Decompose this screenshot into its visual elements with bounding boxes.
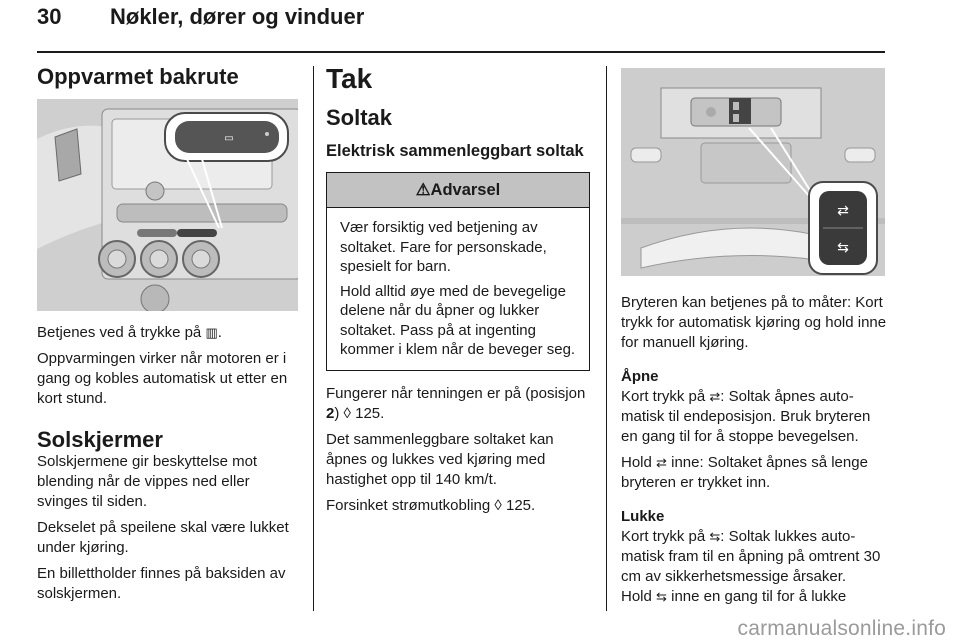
col2-paragraph-2: Det sammenleggbare soltaket kan åpnes og lukkes ved kjøring med hastighet opp til 140 km/t. bbox=[326, 431, 554, 488]
sunroof-switch-drawing bbox=[621, 68, 885, 276]
col3-open-p1-a: Kort trykk på bbox=[621, 388, 710, 405]
col3-open-p2-b: inne: Soltaket åpnes så lenge bryteren er trykket inn. bbox=[621, 454, 868, 491]
col3-open-p1-b: : Soltak åpnes automatisk til endeposisjon. Bruk bryteren en gang til for å stoppe bevegelsen. bbox=[621, 388, 871, 445]
col3-open-p2-a: Hold bbox=[621, 454, 657, 471]
col3-intro: Bryteren kan betjenes på to måter: Kort trykk for automatisk kjøring og hold inne for manuell kjøring. bbox=[621, 294, 887, 351]
heading-electric-folding-sunroof: Elektrisk sammenleggbart soltak bbox=[326, 142, 584, 160]
warning-icon: ⚠ bbox=[415, 181, 431, 199]
col1-text-2 bbox=[37, 452, 302, 604]
col1-paragraph-5: En billettholder finnes på baksiden av solskjermen. bbox=[37, 565, 286, 602]
col3-close-p2-a: Hold bbox=[621, 588, 657, 605]
heading-roof: Tak bbox=[326, 63, 373, 94]
dashboard-drawing bbox=[37, 99, 298, 311]
col3-open-paragraph-1 bbox=[621, 387, 891, 447]
col2-para1-b: 2 bbox=[326, 405, 335, 422]
heading-close: Lukke bbox=[621, 508, 665, 525]
heading-heated-rear-window: Oppvarmet bakrute bbox=[37, 64, 239, 89]
rear-defrost-icon: ▥ bbox=[205, 325, 218, 340]
page-ref-icon: ◊ bbox=[343, 405, 351, 422]
heading-sunroof: Soltak bbox=[326, 105, 393, 130]
col2-text bbox=[326, 384, 591, 516]
heading-open: Åpne bbox=[621, 368, 659, 385]
col1-para1-text: Betjenes ved å trykke på bbox=[37, 324, 206, 341]
col1-para1-end: . bbox=[217, 324, 222, 341]
header-rule bbox=[37, 51, 885, 53]
svg-text:⇄: ⇄ bbox=[837, 203, 849, 219]
col2-para3-a: Forsinket strømutkobling bbox=[326, 497, 495, 514]
col2-para1-c: ) bbox=[334, 405, 344, 422]
warning-header bbox=[327, 173, 589, 208]
svg-text:▭: ▭ bbox=[224, 133, 234, 144]
column-divider-2 bbox=[606, 66, 607, 611]
col3-close-paragraph-2 bbox=[621, 587, 891, 607]
warning-paragraph-1: Vær forsiktig ved betjening av soltaket. Fare for personskade, spesielt for barn. bbox=[340, 219, 547, 275]
column-divider-1 bbox=[313, 66, 314, 611]
col2-para1-d: 125. bbox=[350, 405, 385, 422]
col3-text bbox=[621, 293, 891, 607]
col2-paragraph-3 bbox=[326, 496, 591, 516]
chapter-title: Nøkler, dører og vinduer bbox=[110, 4, 365, 29]
warning-body bbox=[327, 208, 589, 360]
col3-close-p1-a: Kort trykk på bbox=[621, 528, 710, 545]
open-switch-icon: ⇄ bbox=[709, 389, 721, 404]
svg-text:⇆: ⇆ bbox=[837, 240, 849, 256]
warning-paragraph-2: Hold alltid øye med de bevegelige delene når du åpner og lukker soltaket. Pass på at ingenting kommer i klem når de beveger seg. bbox=[340, 282, 576, 358]
page-number: 30 bbox=[37, 4, 62, 29]
col1-paragraph-2: Oppvarmingen virker når motoren er i gang og kobles automatisk ut etter en kort stund. bbox=[37, 350, 288, 407]
sunroof-switch-illustration bbox=[621, 68, 885, 276]
dashboard-illustration bbox=[37, 99, 298, 311]
col3-close-paragraph-1 bbox=[621, 527, 891, 587]
col3-close-p1-b: : Soltak lukkes automatisk fram til en åpning på omtrent 30 cm av sikkerhetsmessige årsaker. bbox=[621, 528, 881, 585]
close-switch-icon-2: ⇆ bbox=[656, 589, 667, 604]
col1-paragraph-3: Solskjermene gir beskyttelse mot blending når de vippes ned eller svinges til siden. bbox=[37, 453, 258, 510]
col1-paragraph-1 bbox=[37, 323, 302, 343]
col1-text bbox=[37, 323, 302, 409]
col2-para3-b: 125. bbox=[501, 497, 536, 514]
col3-open-paragraph-2 bbox=[621, 453, 891, 493]
footer-watermark: carmanualsonline.info bbox=[737, 617, 946, 640]
col3-close-p2-b: inne en gang til for å lukke bbox=[666, 588, 847, 605]
warning-box bbox=[326, 172, 590, 371]
col2-para1-a: Fungerer når tenningen er på (posisjon bbox=[326, 385, 586, 402]
warning-title: Advarsel bbox=[430, 180, 501, 199]
close-switch-icon: ⇆ bbox=[709, 529, 721, 544]
col1-paragraph-4: Dekselet på speilene skal være lukket under kjøring. bbox=[37, 519, 289, 556]
heading-sun-visors: Solskjermer bbox=[37, 427, 163, 452]
page-ref-icon-2: ◊ bbox=[494, 497, 502, 514]
open-switch-icon-2: ⇄ bbox=[656, 455, 667, 470]
col2-paragraph-1 bbox=[326, 384, 591, 424]
